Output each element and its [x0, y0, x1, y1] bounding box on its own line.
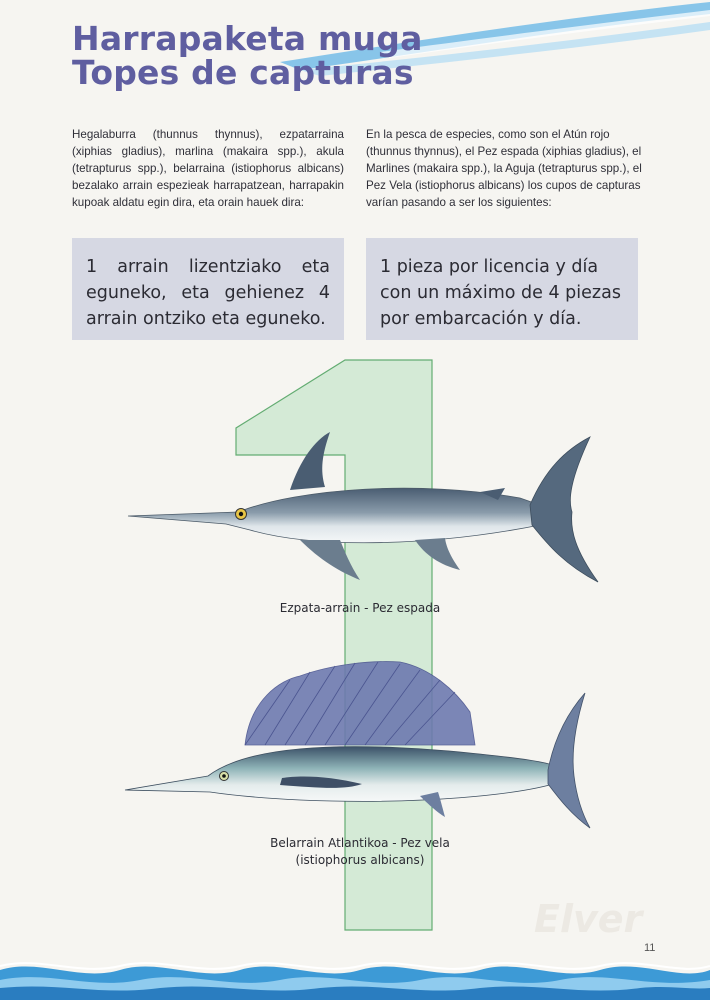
footer-wave-decoration	[0, 930, 710, 1000]
swordfish-caption: Ezpata-arrain - Pez espada	[279, 601, 441, 615]
sailfish-caption-name: Belarrain Atlantikoa - Pez vela	[270, 836, 450, 850]
limit-box-basque: 1 arrain lizentziako eta eguneko, eta gehienez 4 arrain ontziko eta eguneko.	[72, 238, 344, 340]
intro-text-spanish: En la pesca de especies, como son el Atún rojo (thunnus thynnus), el Pez espada (xiphias gladius), el Marlines (makaira spp.), la Aguja (tetrapturus spp.), el Pez Vela (istiophorus albicans) los cupos de capturas varían pasando a ser los siguientes:	[366, 128, 642, 209]
sailfish-caption	[250, 835, 470, 869]
sailfish-caption-species: (istiophorus albicans)	[295, 853, 425, 867]
intro-text-basque: Hegalaburra (thunnus thynnus), ezpatarraina (xiphias gladius), marlina (makaira spp.), akula (tetrapturus spp.), belarraina (istiophorus albicans) bezalako arrain espezieak harrapatzean, harrapakin kupoak aldatu egin dira, eta orain hauek dira:	[72, 128, 344, 209]
title-basque: Harrapaketa muga	[72, 19, 423, 58]
page-number: 11	[644, 942, 656, 954]
watermark: Elver	[534, 897, 643, 941]
limit-box-spanish: 1 pieza por licencia y día con un máximo de 4 piezas por embarcación y día.	[366, 238, 638, 340]
title-spanish: Topes de capturas	[72, 53, 414, 92]
